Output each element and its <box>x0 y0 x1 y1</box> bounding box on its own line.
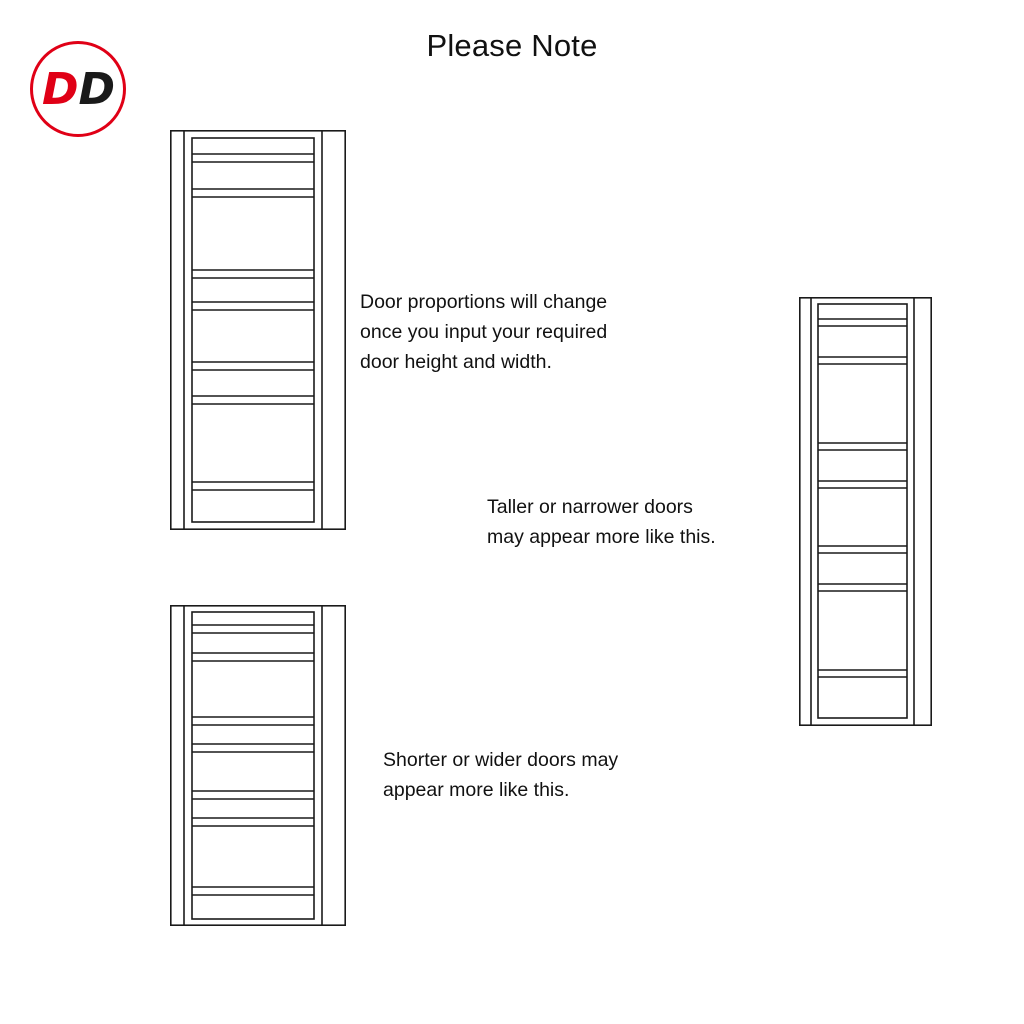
caption-taller-line-1: Taller or narrower doors <box>487 496 693 518</box>
page-title: Please Note <box>426 28 598 63</box>
caption-shorter-line-2: appear more like this. <box>383 779 570 801</box>
caption-taller <box>487 492 797 552</box>
dd-logo-letter-first: D <box>41 63 78 115</box>
caption-main <box>360 287 700 377</box>
shorter-wider-door <box>170 605 346 926</box>
taller-narrower-door <box>799 297 932 726</box>
caption-shorter <box>383 745 713 805</box>
caption-main-line-1: Door proportions will change <box>360 291 608 313</box>
caption-taller-line-2: may appear more like this. <box>487 526 716 548</box>
dd-logo-letter-second: D <box>78 63 115 115</box>
caption-shorter-line-1: Shorter or wider doors may <box>383 749 619 771</box>
caption-main-line-3: door height and width. <box>360 351 552 373</box>
standard-proportion-door <box>170 130 346 530</box>
caption-main-line-2: once you input your required <box>360 321 608 343</box>
